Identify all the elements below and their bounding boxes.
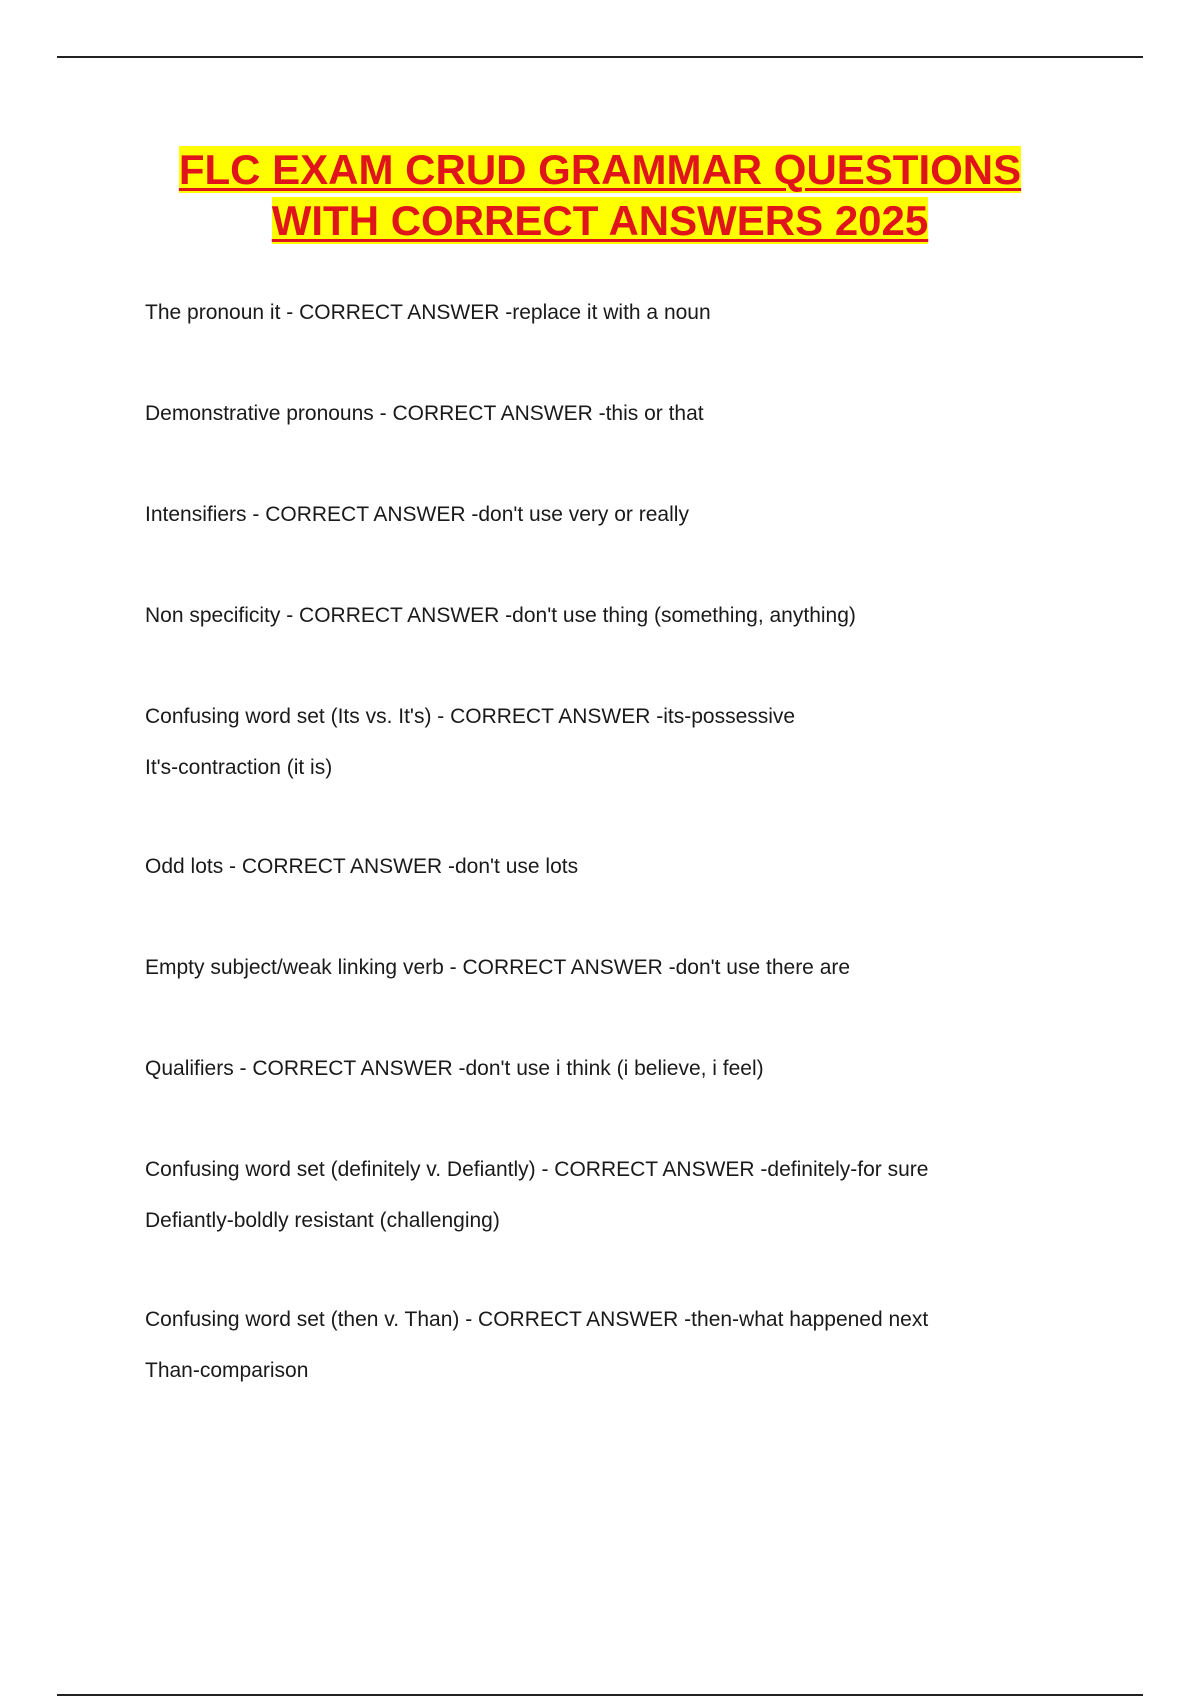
- footer-rule: [57, 1694, 1143, 1696]
- qa-text: Empty subject/weak linking verb - CORRECT ANSWER -don't use there are: [145, 956, 851, 979]
- qa-item: [145, 499, 1145, 531]
- qa-item: [145, 600, 1145, 632]
- qa-text: The pronoun it - CORRECT ANSWER -replace it with a noun: [145, 301, 711, 324]
- qa-text: Non specificity - CORRECT ANSWER -don't use thing (something, anything): [145, 604, 856, 627]
- qa-text-continued: Than-comparison: [145, 1359, 309, 1382]
- qa-item: [145, 1053, 1145, 1085]
- qa-text: Qualifiers - CORRECT ANSWER -don't use i think (i believe, i feel): [145, 1057, 764, 1080]
- title-line-1: FLC EXAM CRUD GRAMMAR QUESTIONS: [178, 146, 1022, 193]
- qa-text-continued: It's-contraction (it is): [145, 756, 333, 779]
- qa-item: [145, 398, 1145, 430]
- qa-item: [145, 701, 1145, 784]
- qa-text-continued: Defiantly-boldly resistant (challenging): [145, 1209, 500, 1232]
- qa-item: [145, 851, 1145, 883]
- qa-text: Demonstrative pronouns - CORRECT ANSWER -this or that: [145, 402, 704, 425]
- header-rule: [57, 56, 1143, 58]
- qa-item: [145, 952, 1145, 984]
- qa-text: Confusing word set (definitely v. Defiantly) - CORRECT ANSWER -definitely-for sure: [145, 1158, 929, 1181]
- qa-text: Intensifiers - CORRECT ANSWER -don't use very or really: [145, 503, 689, 526]
- qa-text: Confusing word set (then v. Than) - CORRECT ANSWER -then-what happened next: [145, 1308, 929, 1331]
- document-title: [0, 144, 1200, 246]
- qa-text: Odd lots - CORRECT ANSWER -don't use lots: [145, 855, 579, 878]
- title-line-2: WITH CORRECT ANSWERS 2025: [271, 197, 929, 244]
- qa-item: [145, 297, 1145, 329]
- qa-text: Confusing word set (Its vs. It's) - CORRECT ANSWER -its-possessive: [145, 705, 796, 728]
- qa-item: [145, 1154, 1145, 1237]
- qa-item: [145, 1304, 1145, 1387]
- qa-list: [145, 297, 1145, 1387]
